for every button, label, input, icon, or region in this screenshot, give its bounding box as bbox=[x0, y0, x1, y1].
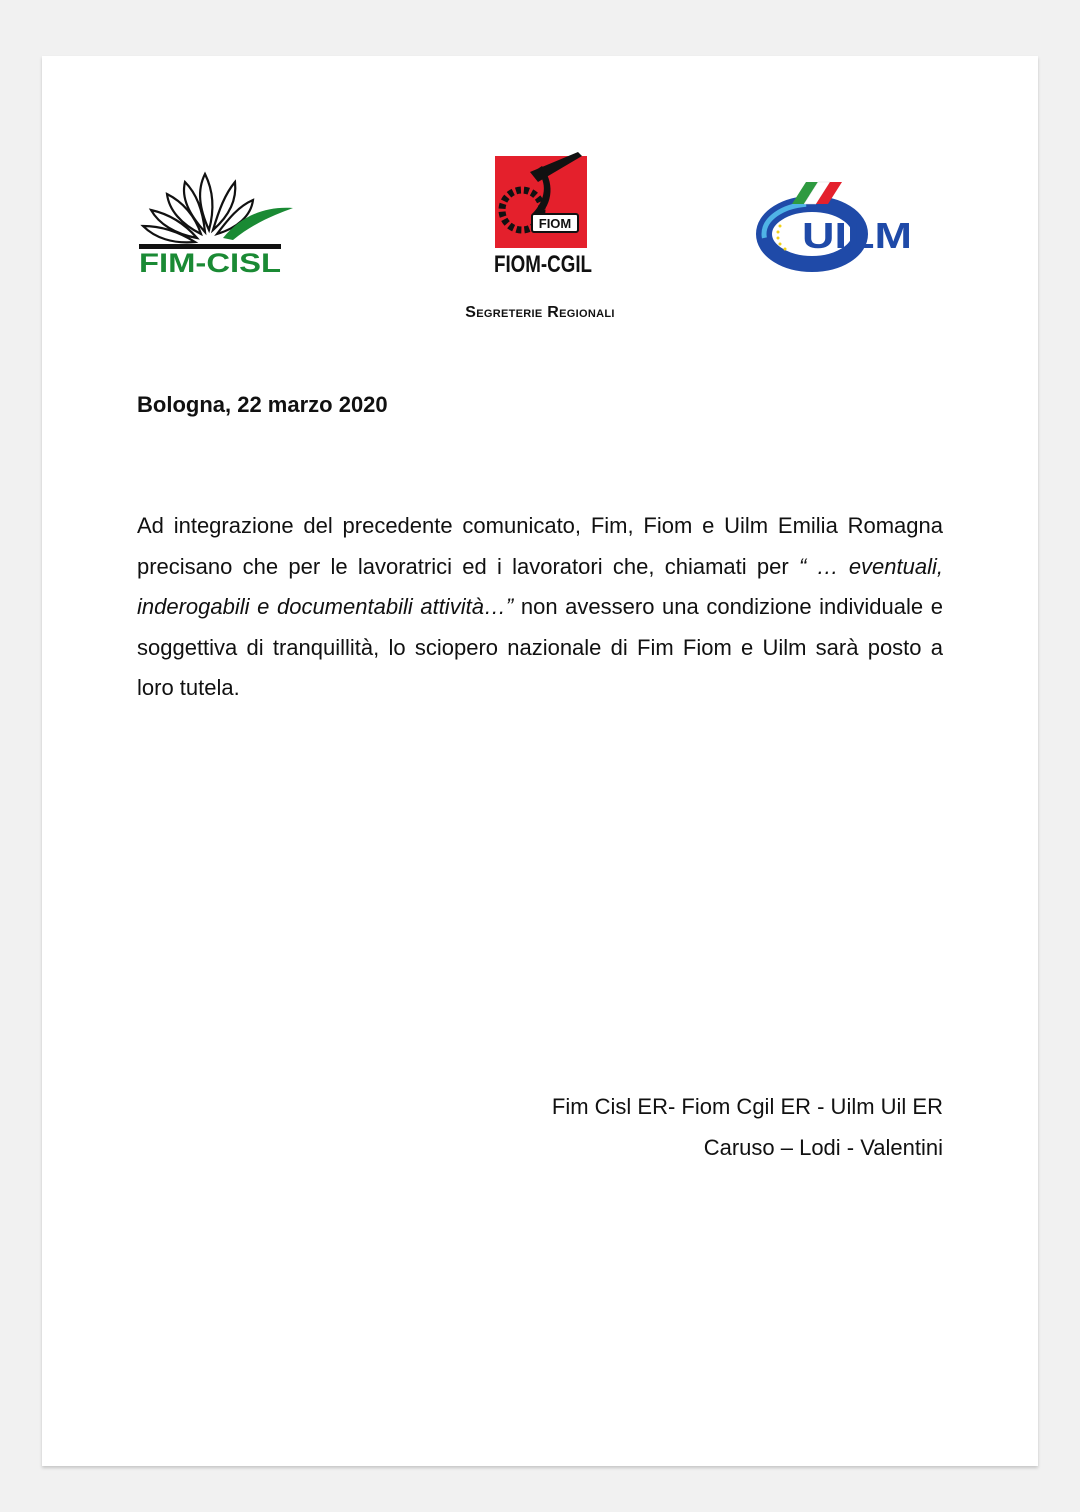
body-text-part1: Ad integrazione del precedente comunicato, Fim, Fiom e Uilm Emilia Romagna precisano che per le lavoratrici ed i lavoratori che, chiamati per bbox=[137, 513, 943, 579]
uilm-logo bbox=[758, 174, 916, 276]
fim-cisl-logo bbox=[137, 168, 299, 276]
fiom-badge-text: FIOM bbox=[538, 216, 572, 231]
document-page bbox=[42, 56, 1038, 1466]
fiom-cgil-logo bbox=[492, 152, 594, 276]
body-quote: “ … eventuali, inderogabili e documentabili attività…” bbox=[137, 553, 943, 620]
uilm-logo-text: UILM bbox=[802, 215, 912, 256]
signature-names: Caruso – Lodi - Valentini bbox=[703, 1135, 943, 1160]
department-heading: Segreterie Regionali bbox=[465, 304, 615, 321]
fim-cisl-logo-text: FIM-CISL bbox=[139, 248, 281, 278]
fiom-cgil-logo-text: FIOM-CGIL bbox=[494, 251, 592, 278]
body-text-part2: non avessero una condizione individuale e soggettiva di tranquillità, lo sciopero nazionale di Fim Fiom e Uilm sarà posto a loro tutela. bbox=[137, 594, 943, 701]
body-paragraph bbox=[137, 506, 943, 709]
signature-organizations: Fim Cisl ER- Fiom Cgil ER - Uilm Uil ER bbox=[551, 1094, 943, 1119]
date-line: Bologna, 22 marzo 2020 bbox=[137, 392, 388, 417]
